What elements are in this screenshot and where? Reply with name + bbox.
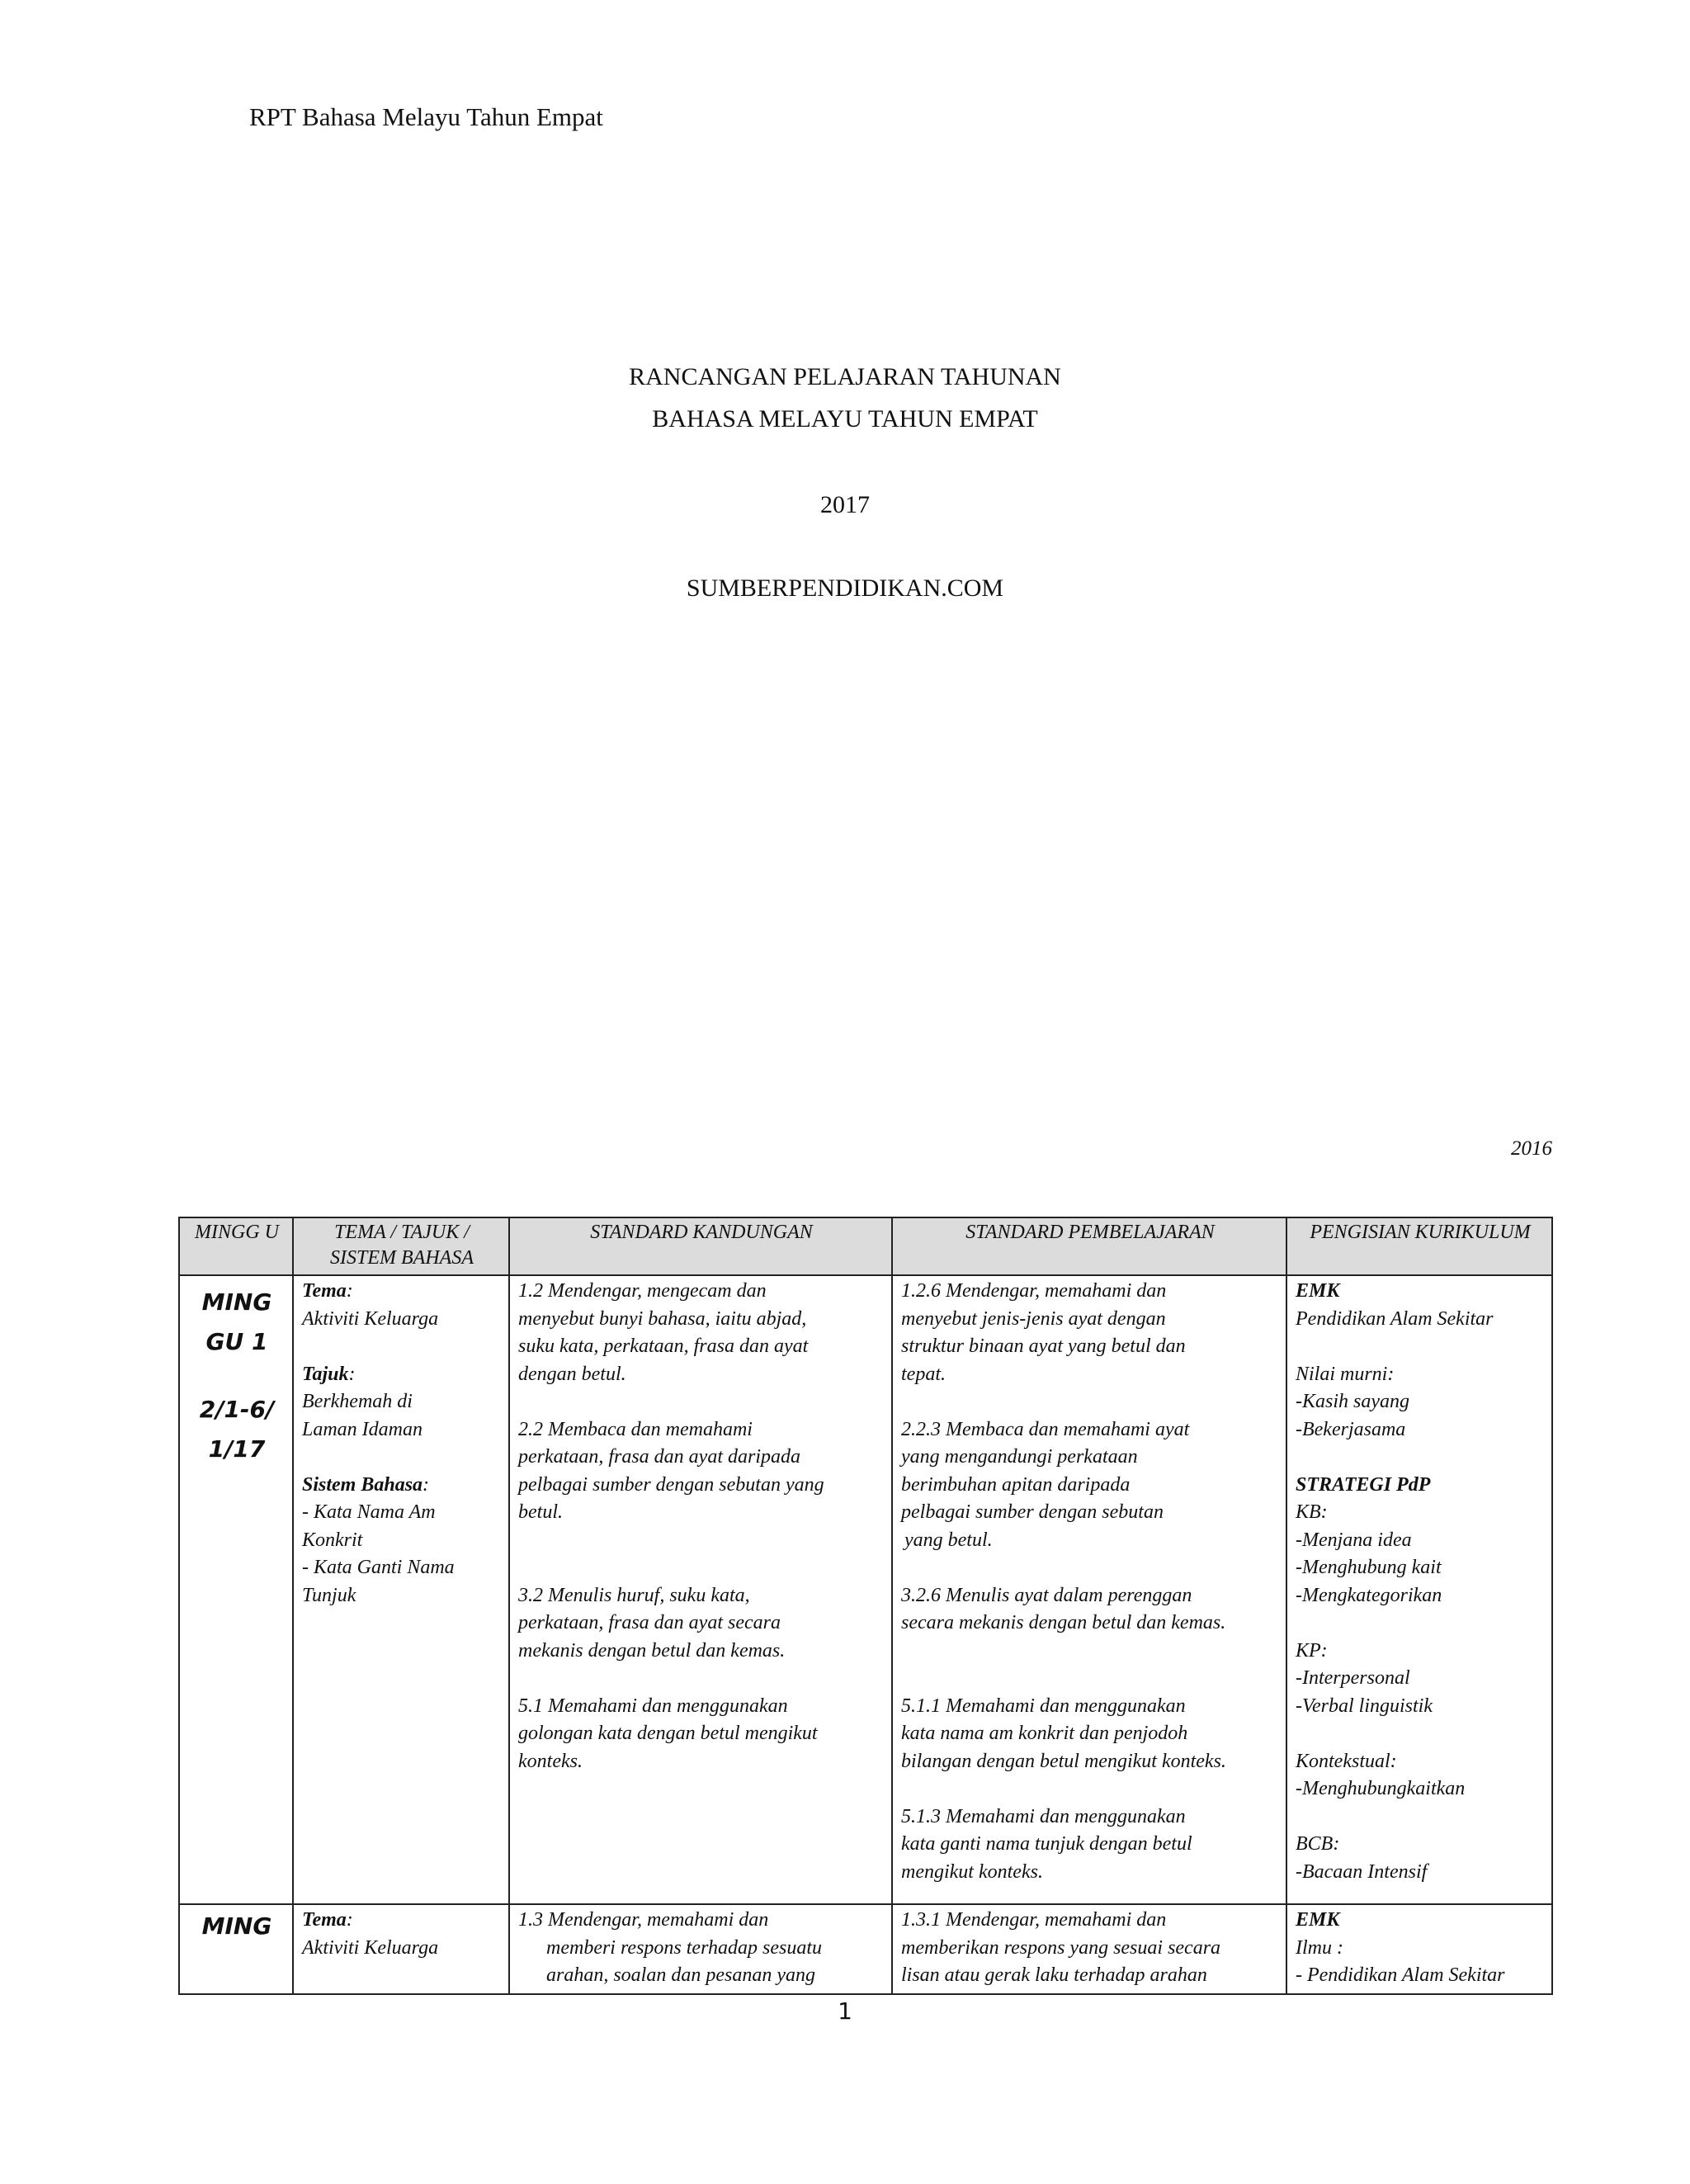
kb-label: KB: <box>1296 1501 1328 1523</box>
week-cell <box>179 1904 293 1994</box>
cover-title-line-2: BAHASA MELAYU TAHUN EMPAT <box>652 405 1038 433</box>
week-date-cont: 1/17 <box>208 1435 266 1463</box>
sk-line: mekanis dengan betul dan kemas. <box>518 1639 786 1662</box>
tema-label: Tema <box>302 1909 347 1931</box>
sp-line: 2.2.3 Membaca dan memahami ayat <box>901 1418 1190 1440</box>
sp-line: 1.2.6 Mendengar, memahami dan <box>901 1280 1167 1302</box>
sp-line: pelbagai sumber dengan sebutan <box>901 1501 1164 1523</box>
sp-line: memberikan respons yang sesuai secara <box>901 1936 1221 1959</box>
sistem-value: - Kata Nama Am <box>302 1501 436 1523</box>
sp-line: 5.1.3 Memahami dan menggunakan <box>901 1805 1186 1827</box>
sp-line: secara mekanis dengan betul dan kemas. <box>901 1612 1226 1633</box>
sp-line: menyebut jenis-jenis ayat dengan <box>901 1307 1166 1330</box>
header-standard-pembelajaran: STANDARD PEMBELAJARAN <box>892 1217 1286 1275</box>
sp-line: struktur binaan ayat yang betul dan <box>901 1335 1186 1357</box>
kontekstual-label: Kontekstual: <box>1296 1750 1397 1772</box>
tema-cell <box>293 1904 509 1994</box>
sk-line: 5.1 Memahami dan menggunakan <box>518 1695 788 1717</box>
standard-pembelajaran-cell <box>892 1904 1286 1994</box>
header-minggu: MINGG U <box>179 1217 293 1275</box>
tema-colon: : <box>346 1280 353 1302</box>
header-tema: TEMA / TAJUK / SISTEM BAHASA <box>293 1217 509 1275</box>
sp-line: yang betul. <box>904 1529 993 1551</box>
tajuk-value: Berkhemah di <box>302 1391 413 1412</box>
nilai-item: -Kasih sayang <box>1296 1391 1409 1412</box>
cover-year: 2017 <box>820 491 870 518</box>
week-label: MING <box>201 1288 272 1316</box>
week-cell <box>179 1275 293 1904</box>
tema-label: Tema <box>302 1280 347 1302</box>
sk-line: perkataan, frasa dan ayat secara <box>518 1612 781 1633</box>
header-pengisian-kurikulum: PENGISIAN KURIKULUM <box>1286 1217 1552 1275</box>
kp-item: -Interpersonal <box>1296 1667 1410 1689</box>
cover-site: SUMBERPENDIDIKAN.COM <box>686 574 1004 602</box>
week-label: MING <box>201 1912 272 1940</box>
kp-item: -Verbal linguistik <box>1296 1695 1433 1717</box>
standard-kandungan-cell <box>509 1904 892 1994</box>
kb-item: -Mengkategorikan <box>1296 1584 1442 1606</box>
sk-line: perkataan, frasa dan ayat daripada <box>518 1446 800 1468</box>
kb-item: -Menghubung kait <box>1296 1557 1442 1578</box>
sistem-value: Konkrit <box>302 1529 363 1551</box>
sistem-bahasa-label: Sistem Bahasa <box>302 1473 423 1496</box>
sp-line: 3.2.6 Menulis ayat dalam perenggan <box>901 1584 1192 1606</box>
bcb-item: -Bacaan Intensif <box>1296 1860 1428 1883</box>
sp-line: tepat. <box>901 1363 946 1385</box>
emk-label: EMK <box>1296 1280 1340 1302</box>
tema-label-line <box>302 1907 502 1935</box>
sp-line: 1.3.1 Mendengar, memahami dan <box>901 1909 1167 1931</box>
sk-line: memberi respons terhadap sesuatu <box>546 1936 822 1959</box>
header-standard-kandungan: STANDARD KANDUNGAN <box>509 1217 892 1275</box>
sp-line: yang mengandungi perkataan <box>901 1446 1138 1468</box>
emk-value: Pendidikan Alam Sekitar <box>1296 1307 1494 1330</box>
sp-line: kata nama am konkrit dan penjodoh <box>901 1723 1188 1744</box>
sk-line: dengan betul. <box>518 1363 626 1385</box>
sp-line: 5.1.1 Memahami dan menggunakan <box>901 1695 1186 1717</box>
tema-value: Aktiviti Keluarga <box>302 1936 439 1959</box>
tema-label-line <box>302 1278 502 1306</box>
tajuk-label-line <box>302 1361 502 1389</box>
year-label: 2016 <box>1511 1137 1552 1160</box>
cover-title-line-1: RANCANGAN PELAJARAN TAHUNAN <box>629 363 1061 390</box>
sp-line: kata ganti nama tunjuk dengan betul <box>901 1833 1192 1855</box>
tajuk-value: Laman Idaman <box>302 1418 423 1440</box>
sistem-colon: : <box>422 1473 430 1496</box>
tema-value: Aktiviti Keluarga <box>302 1307 439 1330</box>
week-date: 2/1-6/ <box>199 1396 275 1423</box>
table-row <box>179 1904 1552 1994</box>
sk-line: 2.2 Membaca dan memahami <box>518 1418 753 1440</box>
sk-line: 3.2 Menulis huruf, suku kata, <box>518 1584 750 1606</box>
tajuk-label: Tajuk <box>302 1363 349 1385</box>
page-number: 1 <box>838 1997 852 2025</box>
sistem-value: Tunjuk <box>302 1584 356 1606</box>
pengisian-kurikulum-cell <box>1286 1904 1552 1994</box>
sk-line: 1.2 Mendengar, mengecam dan <box>518 1280 767 1302</box>
emk-label: EMK <box>1296 1909 1340 1931</box>
table-row <box>179 1275 1552 1904</box>
pengisian-kurikulum-cell <box>1286 1275 1552 1904</box>
sk-line: 1.3 Mendengar, memahami dan <box>518 1909 769 1931</box>
strategi-label: STRATEGI PdP <box>1296 1473 1431 1496</box>
sistem-label-line <box>302 1472 502 1500</box>
tajuk-colon: : <box>348 1363 356 1385</box>
sk-line: golongan kata dengan betul mengikut <box>518 1723 818 1744</box>
sp-line: berimbuhan apitan daripada <box>901 1473 1131 1496</box>
nilai-item: -Bekerjasama <box>1296 1418 1406 1440</box>
sp-line: bilangan dengan betul mengikut konteks. <box>901 1750 1226 1772</box>
sk-line: menyebut bunyi bahasa, iaitu abjad, <box>518 1307 807 1330</box>
sp-line: lisan atau gerak laku terhadap arahan <box>901 1964 1207 1986</box>
standard-pembelajaran-cell <box>892 1275 1286 1904</box>
sk-line: konteks. <box>518 1750 583 1772</box>
kb-item: -Menjana idea <box>1296 1529 1412 1551</box>
emk-value: - Pendidikan Alam Sekitar <box>1296 1964 1505 1986</box>
tema-cell <box>293 1275 509 1904</box>
sk-line: arahan, soalan dan pesanan yang <box>546 1964 815 1986</box>
nilai-label: Nilai murni: <box>1296 1363 1395 1385</box>
kontekstual-item: -Menghubungkaitkan <box>1296 1778 1466 1799</box>
sk-line: betul. <box>518 1501 563 1523</box>
tema-colon: : <box>346 1909 353 1931</box>
kp-label: KP: <box>1296 1639 1328 1662</box>
sp-line: mengikut konteks. <box>901 1860 1043 1883</box>
bcb-label: BCB: <box>1296 1833 1340 1855</box>
sistem-value: - Kata Ganti Nama <box>302 1557 455 1578</box>
standard-kandungan-cell <box>509 1275 892 1904</box>
running-header: RPT Bahasa Melayu Tahun Empat <box>249 102 603 131</box>
ilmu-label: Ilmu : <box>1296 1936 1343 1959</box>
sk-line: suku kata, perkataan, frasa dan ayat <box>518 1335 809 1357</box>
table-header-row <box>179 1217 1552 1275</box>
week-number: GU 1 <box>205 1328 268 1355</box>
sk-line: pelbagai sumber dengan sebutan yang <box>518 1473 824 1496</box>
rpt-table <box>178 1217 1553 1995</box>
